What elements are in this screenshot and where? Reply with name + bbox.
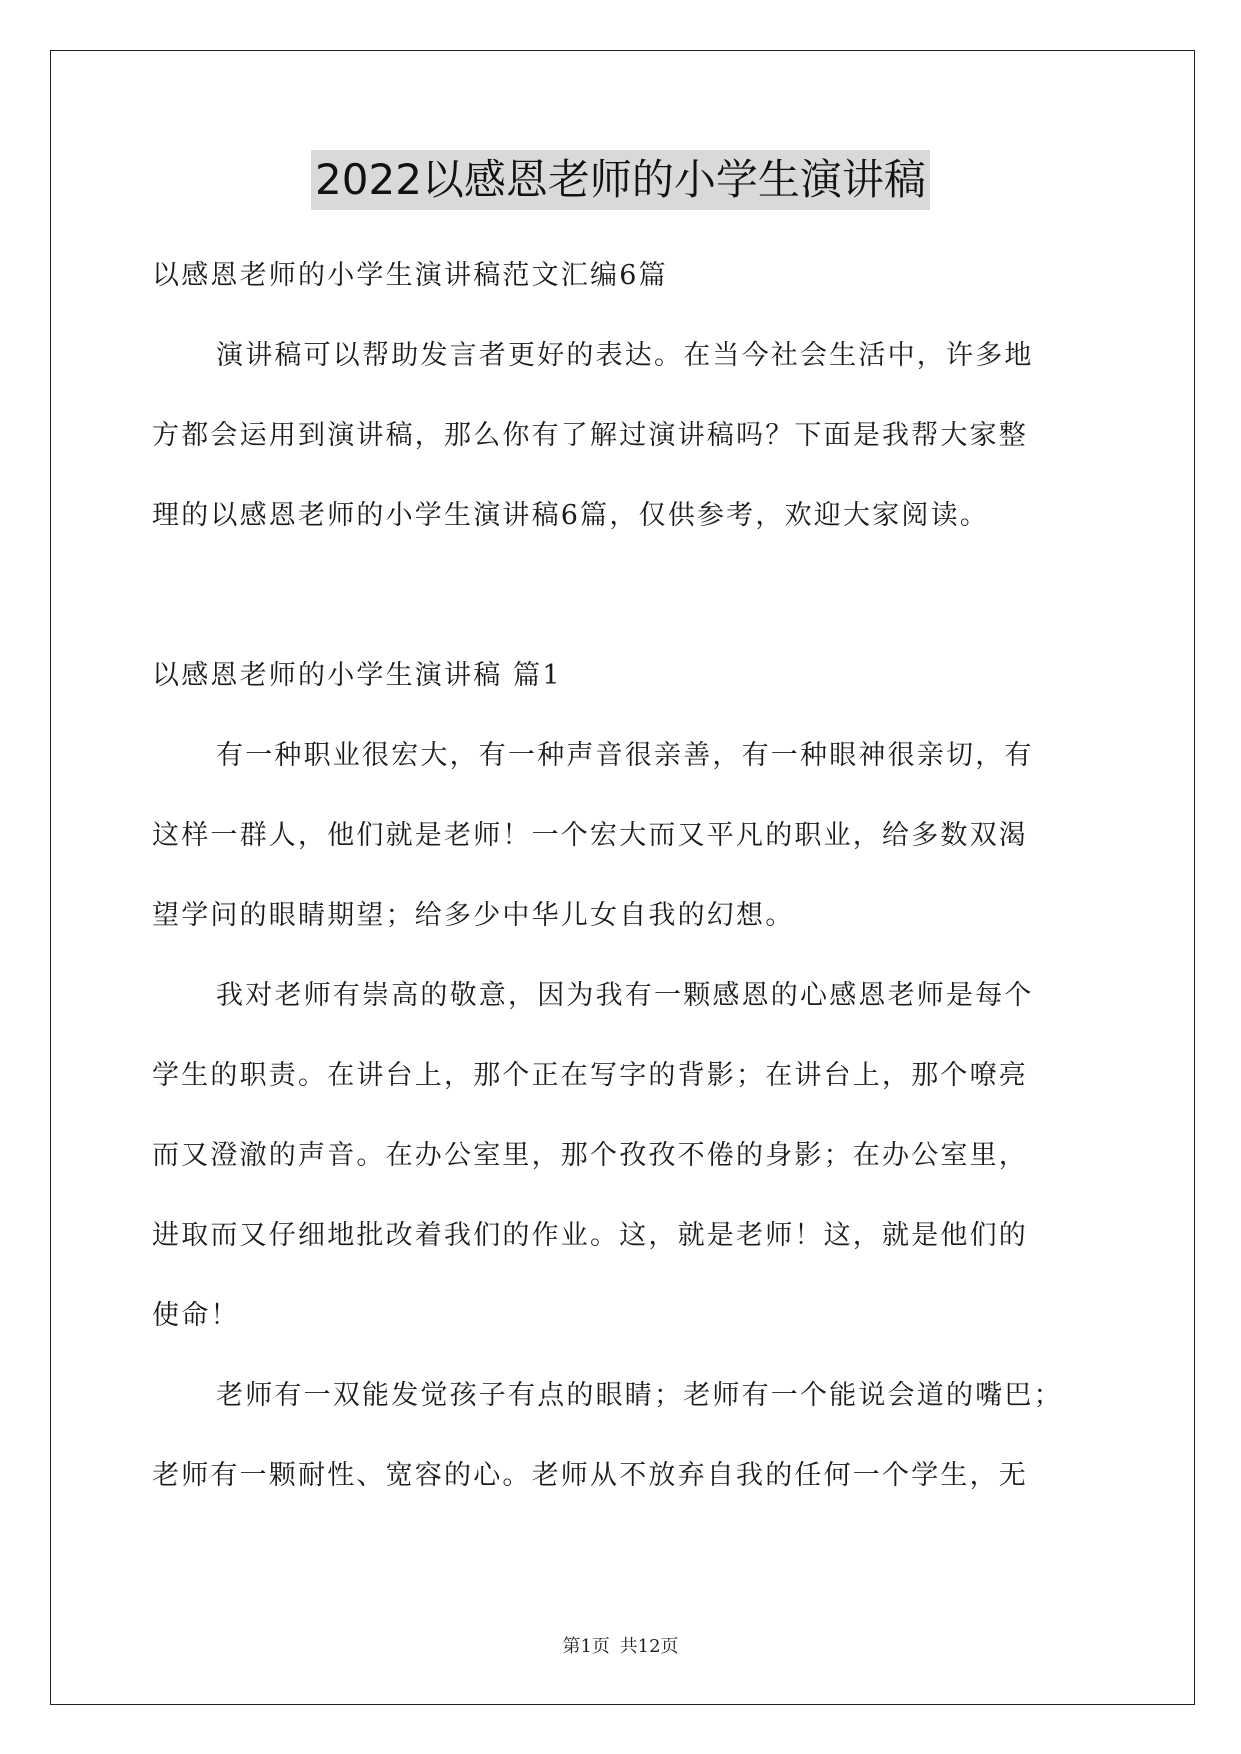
para3-line: 老师有一颗耐性、宽容的心。老师从不放弃自我的任何一个学生，无	[152, 1460, 1028, 1491]
title-wrap	[0, 150, 1241, 210]
total-pages: 共12页	[619, 1636, 679, 1657]
paragraph-gap	[152, 556, 1092, 636]
document-body	[152, 236, 1092, 1516]
page-number: 第1页	[562, 1636, 610, 1657]
para2-line: 学生的职责。在讲台上，那个正在写字的背影；在讲台上，那个嘹亮	[152, 1060, 1028, 1091]
section-heading: 以感恩老师的小学生演讲稿 篇1	[152, 660, 562, 691]
para2-line: 使命！	[152, 1300, 240, 1331]
para3-line: 老师有一双能发觉孩子有点的眼睛；老师有一个能说会道的嘴巴；	[216, 1380, 1063, 1411]
intro-line: 理的以感恩老师的小学生演讲稿6篇，仅供参考，欢迎大家阅读。	[152, 500, 989, 531]
document-title: 2022以感恩老师的小学生演讲稿	[311, 150, 930, 210]
para2-line: 进取而又仔细地批改着我们的作业。这，就是老师！这，就是他们的	[152, 1220, 1028, 1251]
intro-line: 演讲稿可以帮助发言者更好的表达。在当今社会生活中，许多地	[216, 340, 1034, 371]
para2-line: 我对老师有崇高的敬意，因为我有一颗感恩的心感恩老师是每个	[216, 980, 1034, 1011]
intro-line: 方都会运用到演讲稿，那么你有了解过演讲稿吗？下面是我帮大家整	[152, 420, 1028, 451]
para1-line: 这样一群人，他们就是老师！一个宏大而又平凡的职业，给多数双渴	[152, 820, 1028, 851]
para1-line: 有一种职业很宏大，有一种声音很亲善，有一种眼神很亲切，有	[216, 740, 1034, 771]
document-subtitle: 以感恩老师的小学生演讲稿范文汇编6篇	[152, 260, 668, 291]
para2-line: 而又澄澈的声音。在办公室里，那个孜孜不倦的身影；在办公室里，	[152, 1140, 1028, 1171]
para1-line: 望学问的眼睛期望；给多少中华儿女自我的幻想。	[152, 900, 795, 931]
page-footer	[0, 1632, 1241, 1658]
